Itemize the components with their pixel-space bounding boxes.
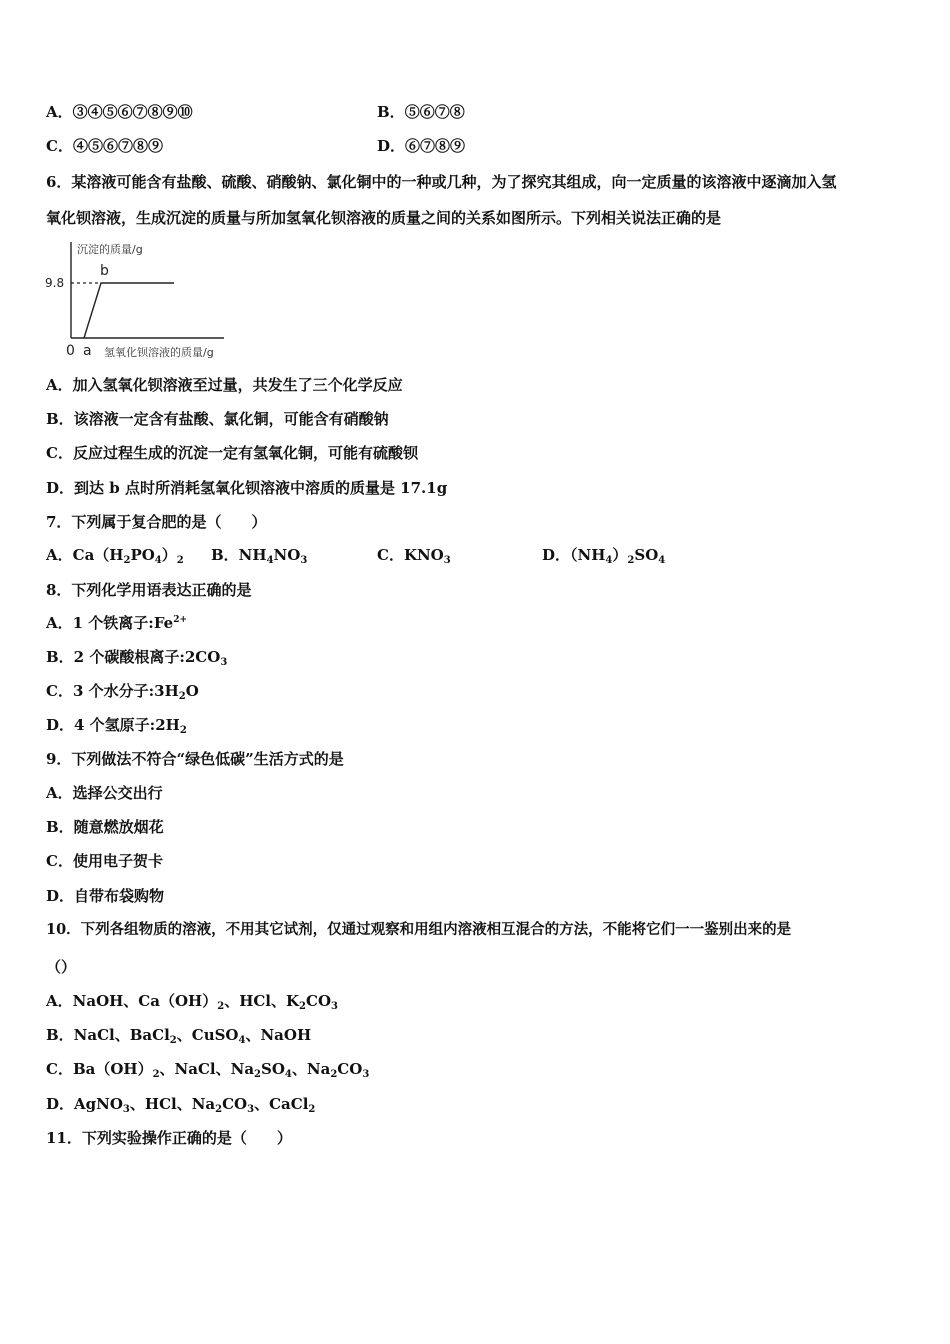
q6-option-c: C．反应过程生成的沉淀一定有氢氧化铜，可能有硫酸钡: [46, 444, 418, 462]
q9-option-d: D．自带布袋购物: [46, 887, 165, 905]
q9-option-a: A．选择公交出行: [46, 784, 163, 802]
q10-option-a: A．NaOH、$Ca(OH)_2$、HCl、$K_2CO_3$: [46, 992, 338, 1012]
q10-option-b: B．NaCl、BaCl$_2$、CuSO$_4$、NaOH: [46, 1026, 312, 1046]
q8-stem: 8．下列化学用语表达正确的是: [46, 581, 252, 599]
q10-option-d: D．AgNO$_3$、HCl、$Na_2CO_3$、CaCl$_2$: [46, 1095, 316, 1115]
q6-option-b: B．该溶液一定含有盐酸、氯化铜，可能含有硝酸钠: [46, 410, 389, 428]
q7-option-d: D．$(NH_4)_2SO_4$: [542, 546, 666, 566]
q6-stem-line2: 氧化钡溶液，生成沉淀的质量与所加氢氧化钡溶液的质量之间的关系如图所示。下列相关说法正确的是: [46, 209, 722, 227]
q7-option-c: C．$KNO_3$: [377, 546, 451, 566]
q7-option-b: B．$NH_4NO_3$: [211, 546, 308, 566]
q9-option-b: B．随意燃放烟花: [46, 818, 164, 836]
q5-option-b: B．⑤⑥⑦⑧: [377, 103, 465, 121]
q10-stem-line1: 10．下列各组物质的溶液，不用其它试剂，仅通过观察和用组内溶液相互混合的方法，不能将它们一一鉴别出来的是: [46, 921, 792, 938]
chart-xlabel: 氢氧化钡溶液的质量/g: [104, 346, 214, 359]
q6-option-a: A．加入氢氧化钡溶液至过量，共发生了三个化学反应: [46, 376, 403, 394]
chart-ylabel: 沉淀的质量/g: [77, 243, 143, 256]
q11-stem: 11．下列实验操作正确的是（ ）: [46, 1129, 292, 1147]
y-tick-label: 9.8: [45, 276, 65, 290]
q9-option-c: C．使用电子贺卡: [46, 852, 163, 870]
q8-option-d: D．4 个氢原子$:2H_2$: [46, 716, 187, 736]
q8-option-c: C．3 个水分子$:3H_2O$: [46, 682, 199, 702]
point-label-a: a: [83, 343, 92, 359]
point-label-b: b: [100, 263, 109, 279]
q9-stem: 9．下列做法不符合“绿色低碳”生活方式的是: [46, 750, 344, 768]
q7-stem: 7．下列属于复合肥的是（ ）: [46, 513, 267, 531]
q7-option-a: A．$Ca(H_2PO_4)_2$: [46, 546, 184, 566]
q10-option-c: C．$Ba(OH)_2$、NaCl、$Na_2SO_4$、$Na_2CO_3$: [46, 1060, 370, 1080]
q6-stem-line1: 6．某溶液可能含有盐酸、硫酸、硝酸钠、氯化铜中的一种或几种，为了探究其组成，向一定质量的该溶液中逐滴加入氢: [46, 173, 837, 191]
q5-option-a: A．③④⑤⑥⑦⑧⑨⑩: [46, 103, 193, 121]
q8-option-b: B．2 个碳酸根离子$:2CO_3$: [46, 648, 228, 668]
q10-stem-line2: （）: [46, 958, 77, 976]
q6-chart: [44, 238, 234, 360]
q5-option-c: C．④⑤⑥⑦⑧⑨: [46, 137, 163, 155]
q8-option-a: A．1 个铁离子$:Fe^{2+}$: [46, 614, 188, 632]
origin-label: 0: [66, 343, 75, 359]
q5-option-d: D．⑥⑦⑧⑨: [377, 137, 466, 155]
q6-option-d: D．到达 b 点时所消耗氢氧化钡溶液中溶质的质量是 17.1g: [46, 479, 448, 497]
series-line: [84, 283, 174, 338]
